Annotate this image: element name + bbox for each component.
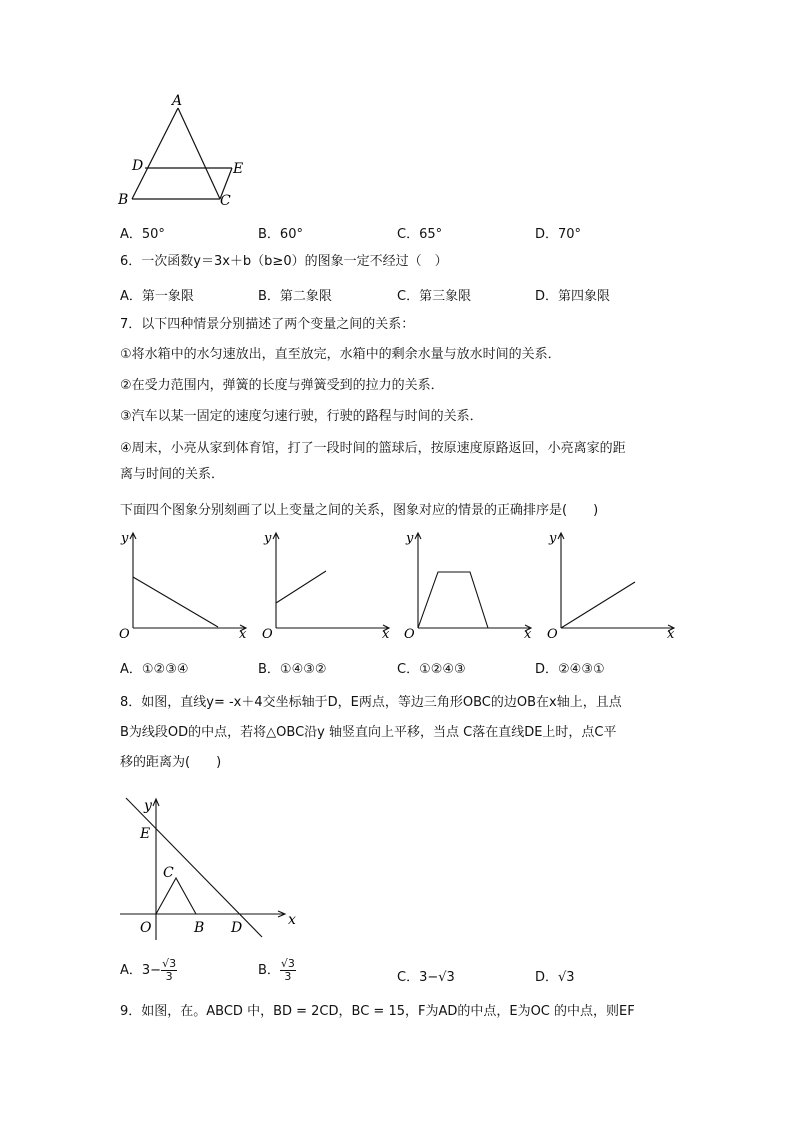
q7-scenario-4-line2: 离与时间的关系． [120,467,225,482]
graph-2-x-label: x [382,627,390,642]
q6-option-c[interactable]: C．第三象限 [397,289,472,304]
graph-3-y-label: y [406,531,414,546]
label-e: E [233,161,244,177]
q8-line-2: B为线段OD的中点，若将△OBC沿y 轴竖直向上平移，当点 C落在直线DE上时，点C平 [120,725,617,740]
q8-option-d[interactable]: D．√3 [535,970,575,985]
q8-figure [110,790,300,950]
graph-4-y-label: y [549,531,557,546]
q9-line-1: 9．如图，在。ABCD 中，BD = 2CD，BC = 15，F为AD的中点，E为OC 的中点，则EF [120,1004,635,1019]
q8-option-a[interactable] [120,958,177,983]
q5-option-b[interactable]: B．60° [258,227,303,242]
graph-4-origin-label: O [547,627,558,642]
q8-option-a-numerator: √3 [162,957,177,970]
side-ac [178,108,220,199]
graph-4-line [561,582,635,628]
label-c: C [220,193,231,209]
fig8-y-label: y [144,798,152,814]
q8-option-b-denominator: 3 [284,970,292,983]
q7-scenario-4-line1: ④周末，小亮从家到体育馆，打了一段时间的篮球后，按原速度原路返回，小亮离家的距 [120,441,626,456]
line-de [126,798,262,937]
q7-option-c[interactable]: C．①②④③ [397,662,466,677]
q8-line-3: 移的距离为( ) [120,755,222,770]
q5-option-d[interactable]: D．70° [535,227,582,242]
fig8-label-d: D [231,920,243,936]
q8-option-a-denominator: 3 [165,970,173,983]
graph-4-x-label: x [667,627,675,642]
fig8-label-b: B [194,920,205,936]
graph-3-x-label: x [524,627,532,642]
q6-stem: 6．一次函数y＝3x＋b（b≥0）的图象一定不经过（ ） [120,254,448,269]
q7-option-d[interactable]: D．②④③① [535,662,605,677]
fig8-label-c: C [163,865,174,881]
q8-option-c[interactable]: C．3−√3 [397,970,455,985]
q7-graph-3 [400,528,535,643]
q7-scenario-2: ②在受力范围内，弹簧的长度与弹簧受到的拉力的关系． [120,378,444,393]
q8-line-1: 8．如图，直线y= -x＋4交坐标轴于D，E两点，等边三角形OBC的边OB在x轴上，且点 [120,695,622,710]
q5-option-c[interactable]: C．65° [397,227,443,242]
q7-option-a[interactable]: A．①②③④ [120,662,189,677]
q6-option-b[interactable]: B．第二象限 [258,289,332,304]
graph-1-x-label: x [239,627,247,642]
triangle-obc [156,878,196,914]
q7-graph-2 [258,528,393,643]
q6-option-a[interactable]: A．第一象限 [120,289,194,304]
graph-1-origin-label: O [119,627,130,642]
graph-1-y-label: y [121,531,129,546]
graph-3-origin-label: O [404,627,415,642]
label-d: D [132,158,144,174]
q7-graph-4 [543,528,678,643]
q7-option-b[interactable]: B．①④③② [258,662,327,677]
graph-2-y-label: y [264,531,272,546]
q7-stem: 7．以下四种情景分别描述了两个变量之间的关系： [120,317,415,332]
fig8-label-e: E [140,826,151,842]
q7-question: 下面四个图象分别刻画了以上变量之间的关系，图象对应的情景的正确排序是( ) [120,503,599,518]
q8-option-b[interactable] [258,958,296,983]
graph-2-origin-label: O [262,627,273,642]
q8-option-b-numerator: √3 [280,957,295,970]
q8-option-b-prefix: B． [258,963,280,978]
side-ab [132,108,178,199]
label-b: B [118,192,129,208]
q7-scenario-1: ①将水箱中的水匀速放出，直至放完，水箱中的剩余水量与放水时间的关系． [120,347,561,362]
graph-3-line [418,572,488,628]
q5-option-a[interactable]: A．50° [120,227,165,242]
graph-1-line [133,577,218,627]
graph-2-line [276,571,326,603]
q7-scenario-3: ③汽车以某一固定的速度匀速行驶，行驶的路程与时间的关系． [120,409,483,424]
q7-graph-1 [115,528,250,643]
q8-option-a-prefix: A．3− [120,963,162,978]
q6-option-d[interactable]: D．第四象限 [535,289,611,304]
label-a: A [172,93,183,109]
fig8-x-label: x [288,912,296,928]
fig8-label-o: O [140,920,152,936]
triangle-figure [110,90,260,215]
